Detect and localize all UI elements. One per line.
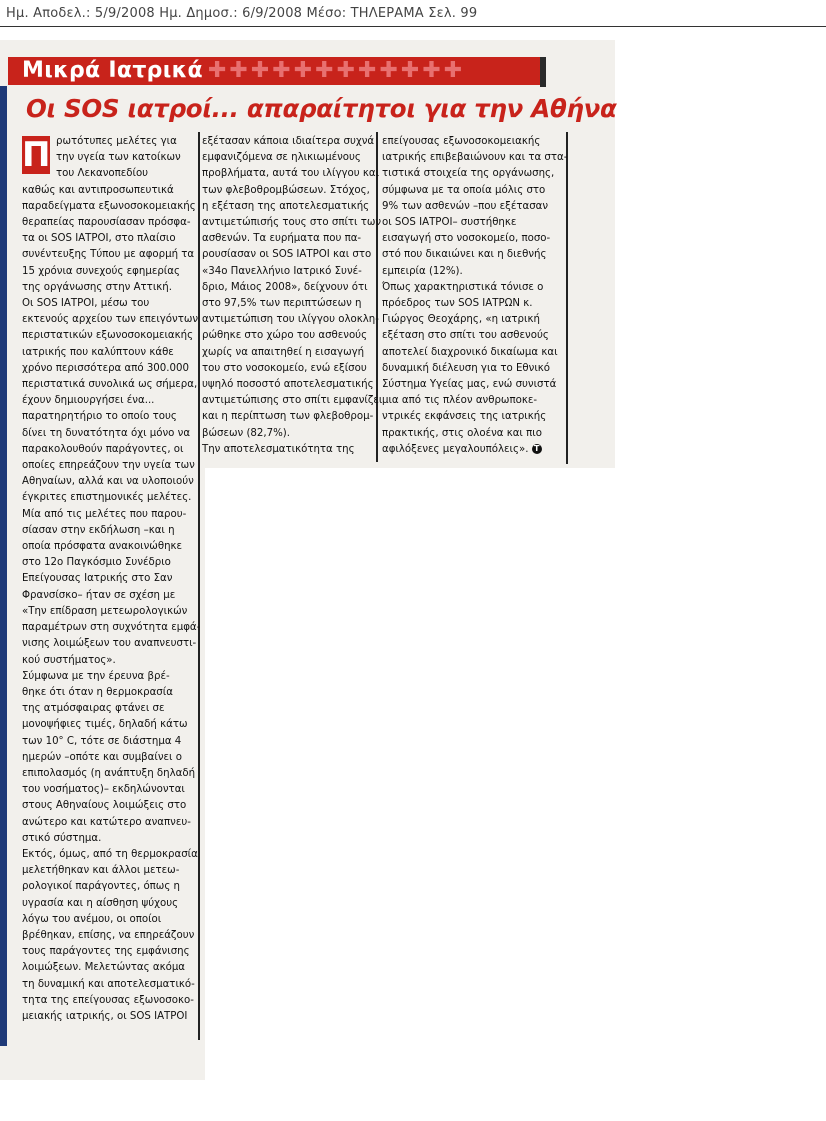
banner-shadow — [540, 57, 546, 87]
text-line: της ατμόσφαιρας φτάνει σε — [22, 703, 165, 715]
text-line: ρώθηκε στο χώρο του ασθενούς — [202, 330, 368, 342]
text-line: επείγουσας εξωνοσοκομειακής — [382, 136, 541, 147]
text-line: πρακτικής, στις ολοένα και πιο — [382, 427, 542, 439]
document-metadata-header: Ημ. Αποδελ.: 5/9/2008 Ημ. Δημοσ.: 6/9/2008 Μέσο: ΤΗΛΕΡΑΜΑ Σελ. 99 — [6, 6, 478, 21]
text-line: αντιμετώπισής τους στο σπίτι των — [202, 217, 382, 229]
article-column-2 — [202, 134, 382, 458]
text-line: τιστικά στοιχεία της οργάνωσης, — [382, 168, 555, 180]
text-line: των 10° C, τότε σε διάστημα 4 — [22, 735, 182, 747]
text-line: αντιμετώπισης στο σπίτι εμφανίζει — [202, 395, 383, 407]
text-line: οι SOS ΙΑΤΡΟΙ– συστήθηκε — [382, 217, 517, 229]
text-line: παραδείγματα εξωνοσοκομειακής — [22, 200, 196, 212]
clipping-left-edge — [0, 86, 7, 1046]
text-line: έχουν δημιουργήσει ένα... — [22, 395, 155, 407]
text-line: και η περίπτωση των φλεβοθρομ- — [202, 411, 374, 423]
text-line: εκτενούς αρχείου των επειγόντων — [22, 314, 199, 326]
text-line: σύμφωνα με τα οποία μόλις στο — [382, 184, 546, 196]
text-line: κού συστήματος». — [22, 654, 116, 666]
text-line: υγρασία και η αίσθηση ψύχους — [22, 897, 179, 909]
text-line: του στο νοσοκομείο, ενώ εξίσου — [202, 362, 367, 374]
text-line: συνέντευξης Τύπου με αφορμή τα — [22, 249, 195, 261]
text-line: βώσεων (82,7%). — [202, 427, 291, 439]
text-line: εξέτασαν κάποια ιδιαίτερα συχνά — [202, 136, 375, 147]
text-line: τα οι SOS ΙΑΤΡΟΙ, στο πλαίσιο — [22, 233, 176, 245]
text-line: αποτελεί διαχρονικό δικαίωμα και — [382, 346, 558, 358]
text-line: Μία από τις μελέτες που παρου- — [22, 508, 187, 520]
text-line: στους Αθηναίους λοιμώξεις στο — [22, 800, 187, 812]
text-line: 9% των ασθενών –που εξέτασαν — [382, 200, 549, 212]
text-line: οποία πρόσφατα ανακοινώθηκε — [22, 541, 183, 553]
text-line: ρολογικοί παράγοντες, όπως η — [22, 881, 181, 893]
text-line: εξέταση στο σπίτι του ασθενούς — [382, 330, 549, 342]
text-line: της οργάνωσης στην Αττική. — [22, 281, 172, 293]
text-line: στο 12ο Παγκόσμιο Συνέδριο — [22, 557, 171, 569]
text-line: στικό σύστημα. — [22, 832, 102, 844]
text-line: μονοψήφιες τιμές, δηλαδή κάτω — [22, 719, 188, 731]
text-line: εμφανιζόμενα σε ηλικιωμένους — [202, 152, 361, 164]
text-line: οποίες επηρεάζουν την υγεία των — [22, 460, 195, 472]
drop-cap: Π — [22, 135, 51, 175]
text-line: του Λεκανοπεδίου — [56, 168, 149, 180]
text-line: λοιμώξεων. Μελετώντας ακόμα — [22, 962, 186, 974]
text-line: την υγεία των κατοίκων — [56, 152, 181, 164]
text-line: λόγω του ανέμου, οι οποίοι — [22, 913, 162, 925]
text-line: μειακής ιατρικής, οι SOS ΙΑΤΡΟΙ — [22, 1010, 188, 1022]
text-line: ρουσίασαν οι SOS ΙΑΤΡΟΙ και στο — [202, 249, 372, 261]
text-line: θηκε ότι όταν η θερμοκρασία — [22, 686, 173, 698]
text-line: Εκτός, όμως, από τη θερμοκρασία — [22, 848, 198, 860]
text-line: Φρανσίσκο– ήταν σε σχέση με — [22, 589, 176, 601]
text-line: των φλεβοθρομβώσεων. Στόχος, — [202, 184, 370, 196]
text-line: παρακολουθούν παράγοντες, οι — [22, 443, 184, 455]
text-line: στό που δικαιώνει και η διεθνής — [382, 249, 547, 261]
text-line: αντιμετώπιση του ιλίγγου ολοκλη- — [202, 314, 379, 326]
text-line: δριο, Μάιος 2008», δείχνουν ότι — [202, 281, 368, 293]
medical-cross-pattern-icon: ✚✚✚✚✚✚✚✚✚✚✚✚ — [208, 58, 466, 83]
article-column-1 — [22, 134, 202, 1025]
text-line: ντρικές εκφάνσεις της ιατρικής — [382, 411, 547, 423]
text-line: τη δυναμική και αποτελεσματικό- — [22, 978, 195, 990]
text-line: προβλήματα, αυτά του ιλίγγου και — [202, 168, 380, 180]
text-line: στο 97,5% των περιπτώσεων η — [202, 298, 362, 310]
text-line: καθώς και αντιπροσωπευτικά — [22, 184, 174, 196]
text-line: παραμέτρων στη συχνότητα εμφά- — [22, 622, 201, 634]
text-line: εισαγωγή στο νοσοκομείο, ποσο- — [382, 233, 551, 245]
text-line: «34ο Πανελλήνιο Ιατρικό Συνέ- — [202, 265, 362, 277]
text-line: Την αποτελεσματικότητα της — [202, 443, 355, 455]
text-line: χρόνο περισσότερα από 300.000 — [22, 362, 189, 374]
section-banner — [8, 57, 540, 85]
text-line: Επείγουσας Ιατρικής στο Σαν — [22, 573, 173, 585]
article-column-3 — [382, 134, 572, 458]
text-line: του νοσήματος)– εκδηλώνονται — [22, 784, 185, 796]
text-line: βρέθηκαν, επίσης, να επηρεάζουν — [22, 929, 195, 941]
text-line: η εξέταση της αποτελεσματικής — [202, 200, 370, 212]
end-of-article-icon: T — [532, 444, 542, 454]
text-line: δίνει τη δυνατότητα όχι μόνο να — [22, 427, 191, 439]
text-line: περιστατικών εξωνοσοκομειακής — [22, 330, 194, 342]
text-line: υψηλό ποσοστό αποτελεσματικής — [202, 379, 374, 391]
header-rule — [0, 26, 826, 27]
text-line: ιατρικής που καλύπτουν κάθε — [22, 346, 174, 358]
text-line: Οι SOS ΙΑΤΡΟΙ, μέσω του — [22, 298, 150, 310]
text-line: ασθενών. Τα ευρήματα που πα- — [202, 233, 362, 245]
text-line: έγκριτες επιστημονικές μελέτες. — [22, 492, 192, 504]
text-line: Όπως χαρακτηριστικά τόνισε ο — [382, 281, 544, 293]
article-headline: Οι SOS ιατροί... απαραίτητοι για την Αθήνα — [26, 94, 617, 123]
text-line: «Την επίδραση μετεωρολογικών — [22, 605, 188, 617]
text-line: πρόεδρος των SOS ΙΑΤΡΩΝ κ. — [382, 298, 533, 310]
text-line: 15 χρόνια συνεχούς εφημερίας — [22, 265, 180, 277]
text-line: Σύμφωνα με την έρευνα βρέ- — [22, 670, 170, 682]
text-line: ιατρικής επιβεβαιώνουν και τα στα- — [382, 152, 568, 164]
text-line: εμπειρία (12%). — [382, 265, 463, 277]
text-line: Σύστημα Υγείας μας, ενώ συνιστά — [382, 379, 557, 391]
text-line: ρωτότυπες μελέτες για — [56, 136, 177, 147]
text-line: ανώτερο και κατώτερο αναπνευ- — [22, 816, 191, 828]
text-line: περιστατικά συνολικά ως σήμερα, — [22, 379, 198, 391]
text-line: αφιλόξενες μεγαλουπόλεις». T — [382, 442, 572, 458]
text-line: επιπολασμός (η ανάπτυξη δηλαδή — [22, 767, 196, 779]
text-line: νισης λοιμώξεων του αναπνευστι- — [22, 638, 197, 650]
text-line: χωρίς να απαιτηθεί η εισαγωγή — [202, 346, 365, 358]
text-line: ημερών –οπότε και συμβαίνει ο — [22, 751, 182, 763]
text-line: μια από τις πλέον ανθρωποκε- — [382, 395, 538, 407]
text-line: σίασαν στην εκδήλωση –και η — [22, 524, 175, 536]
section-title: Μικρά Ιατρικά — [22, 58, 203, 83]
text-line: Αθηναίων, αλλά και να υλοποιούν — [22, 476, 194, 488]
text-line: θεραπείας παρουσίασαν πρόσφα- — [22, 217, 191, 229]
text-line: τους παράγοντες της εμφάνισης — [22, 946, 190, 958]
text-line: Γιώργος Θεοχάρης, «η ιατρική — [382, 314, 540, 326]
text-line: μελετήθηκαν και άλλοι μετεω- — [22, 865, 180, 877]
text-line: παρατηρητήριο το οποίο τους — [22, 411, 177, 423]
text-line: δυναμική διέλευση για το Εθνικό — [382, 362, 551, 374]
text-line: τητα της επείγουσας εξωνοσοκο- — [22, 994, 194, 1006]
